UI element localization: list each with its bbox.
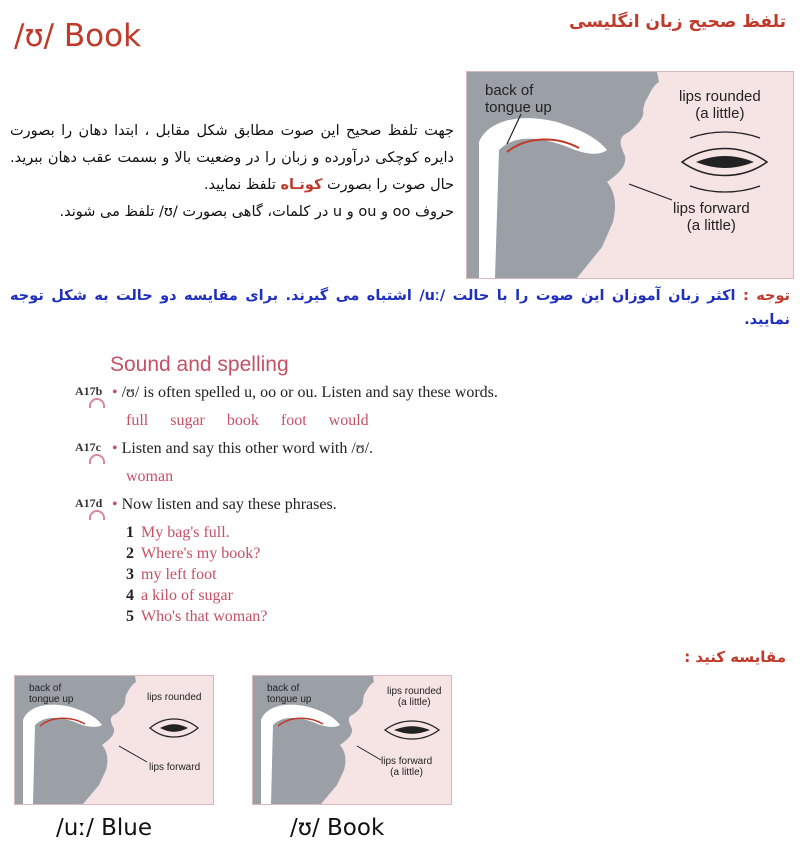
tongue-label: back of tongue up [485, 82, 552, 116]
lips-front-view [385, 721, 439, 739]
caption-book: /ʊ/ Book [290, 815, 385, 841]
audio-track-a17b[interactable]: A17b [75, 384, 103, 398]
phrases-instruction: • Now listen and say these phrases. [112, 496, 337, 513]
lips-rounded-label: lips rounded [147, 692, 202, 703]
word-item: would [328, 412, 369, 429]
word-list-2 [126, 468, 191, 486]
word-list-1 [126, 412, 387, 430]
phrase-item: 1 My bag's full. [126, 524, 230, 541]
phrase-item: 2 Where's my book? [126, 545, 261, 562]
phrase-item: 5 Who's that woman? [126, 608, 268, 625]
tongue-label: back of tongue up [267, 683, 312, 705]
tongue-label: back of tongue up [29, 683, 74, 705]
note-paragraph: توجه : اکثر زبان آموزان این صوت را با حالت /uː/ اشتباه می گیرند. برای مقایسه دو حالت به شکل توجه نمایید. [10, 288, 790, 328]
page-title: /ʊ/ Book [14, 18, 142, 54]
lips-forward-label: lips forward (a little) [673, 200, 750, 234]
lips-forward-label: lips forward [149, 762, 201, 773]
instructions-paragraph [10, 118, 454, 226]
word-item: sugar [170, 412, 205, 429]
word-item: foot [280, 412, 307, 429]
phrase-item: 4 a kilo of sugar [126, 587, 233, 604]
lips-rounded-label: lips rounded (a little) [679, 88, 761, 122]
compare-heading: مقایسه کنید : [684, 648, 786, 666]
audio-track-a17d[interactable]: A17d [75, 496, 103, 510]
section-title: تلفظ صحیح زبان انگلیسی [569, 12, 786, 32]
instructions-line-2: حروف oo و ou و u در کلمات، گاهی بصورت /ʊ/ تلفظ می شوند. [59, 204, 454, 220]
audio-track-a17c[interactable]: A17c [75, 440, 101, 454]
lips-front-view [682, 132, 767, 192]
caption-blue: /uː/ Blue [56, 815, 153, 841]
mouth-diagram [466, 71, 794, 279]
phrase-item: 3 my left foot [126, 566, 217, 583]
spelling-rule: • /ʊ/ is often spelled u, oo or ou. Listen and say these words. [112, 384, 498, 401]
lips-rounded-label: lips rounded (a little) [387, 686, 442, 708]
sound-spelling-heading: Sound and spelling [110, 353, 289, 376]
word-item: full [126, 412, 149, 429]
lips-front-view [150, 719, 198, 737]
word-item: woman [126, 468, 174, 485]
compare-diagram-blue [14, 675, 214, 805]
lips-forward-label: lips forward (a little) [381, 756, 433, 778]
compare-diagram-book [252, 675, 452, 805]
instructions-line-1: جهت تلفظ صحیح این صوت مطابق شکل مقابل ، ابتدا دهان را بصورت دایره کوچکی درآورده و زبان را در وضعیت بالا و بسمت عقب دهان ببرید. حال صوت را بصورت کوتـاه تلفظ نمایید. [10, 123, 454, 193]
word-item: book [226, 412, 259, 429]
listen-instruction: • Listen and say this other word with /ʊ/. [112, 440, 374, 457]
